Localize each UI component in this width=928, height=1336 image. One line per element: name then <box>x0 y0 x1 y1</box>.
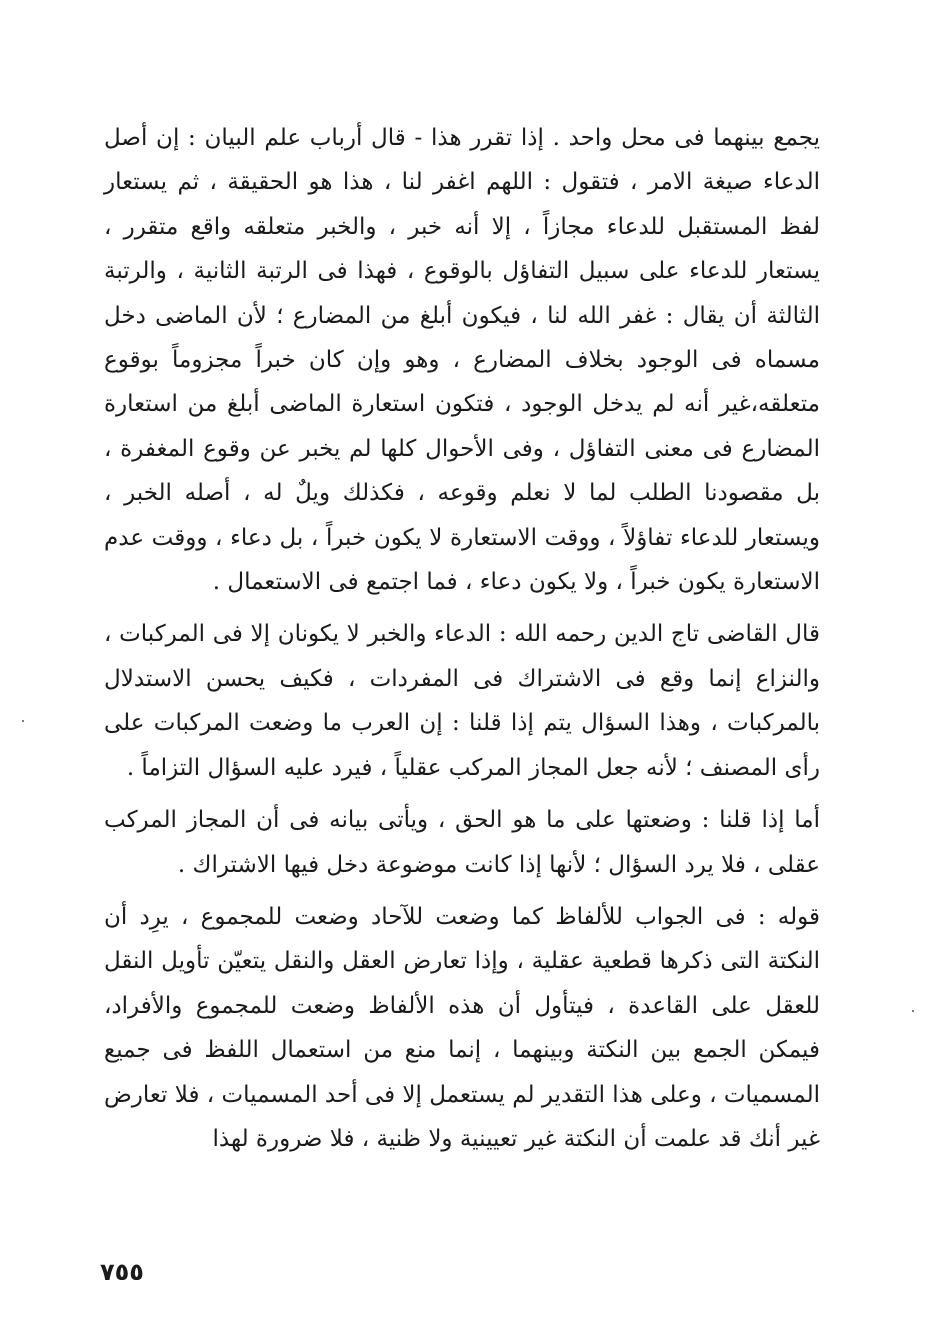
scan-speck <box>22 720 24 722</box>
scan-speck <box>912 1010 914 1012</box>
paragraph-1: يجمع بينهما فى محل واحد . إذا تقرر هذا - قال أرباب علم البيان : إن أصل الدعاء صيغة الامر ، فتقول : اللهم اغفر لنا ، هذا هو الحقيقة ، ثم يستعار لفظ المستقبل للدعاء مجازاً ، إلا أنه خبر ، والخبر متعلقه واقع متقرر ، يستعار للدعاء على سبيل التفاؤل بالوقوع ، فهذا فى الرتبة الثانية ، والرتبة الثالثة أن يقال : غفر الله لنا ، فيكون أبلغ من المضارع ؛ لأن الماضى دخل مسماه فى الوجود بخلاف المضارع ، وهو وإن كان خبراً مجزوماً بوقوع متعلقه،غير أنه لم يدخل الوجود ، فتكون استعارة الماضى أبلغ من استعارة المضارع فى معنى التفاؤل ، وفى الأحوال كلها لم يخبر عن وقوع المغفرة ، بل مقصودنا الطلب لما لا نعلم وقوعه ، فكذلك ويلٌ له ، أصله الخبر ، ويستعار للدعاء تفاؤلاً ، ووقت الاستعارة لا يكون خبراً ، بل دعاء ، ووقت عدم الاستعارة يكون خبراً ، ولا يكون دعاء ، فما اجتمع فى الاستعمال . <box>104 125 820 596</box>
paragraph-2: قال القاضى تاج الدين رحمه الله : الدعاء والخبر لا يكونان إلا فى المركبات ، والنزاع إنما وقع فى الاشتراك فى المفردات ، فكيف يحسن الاستدلال بالمركبات ، وهذا السؤال يتم إذا قلنا : إن العرب ما وضعت المركبات على رأى المصنف ؛ لأنه جعل المجاز المركب عقلياً ، فيرد عليه السؤال التزاماً . <box>104 621 820 781</box>
paragraph-3: أما إذا قلنا : وضعتها على ما هو الحق ، ويأتى بيانه فى أن المجاز المركب عقلى ، فلا يرد السؤال ؛ لأنها إذا كانت موضوعة دخل فيها الاشتراك . <box>104 807 820 878</box>
page-number: ٧٥٥ <box>100 1258 144 1286</box>
paragraph-4: قوله : فى الجواب للألفاظ كما وضعت للآحاد وضعت للمجموع ، يرِد أن النكتة التى ذكرها قطعية عقلية ، وإذا تعارض العقل والنقل يتعيّن تأويل النقل للعقل على القاعدة ، فيتأول أن هذه الألفاظ وضعت للمجموع والأفراد، فيمكن الجمع بين النكتة وبينهما ، إنما منع من استعمال اللفظ فى جميع المسميات ، وعلى هذا التقدير لم يستعمل إلا فى أحد المسميات ، فلا تعارض غير أنك قد علمت أن النكتة غير تعيينية ولا ظنية ، فلا ضرورة لهذا <box>104 903 820 1152</box>
body-text <box>104 116 820 1161</box>
